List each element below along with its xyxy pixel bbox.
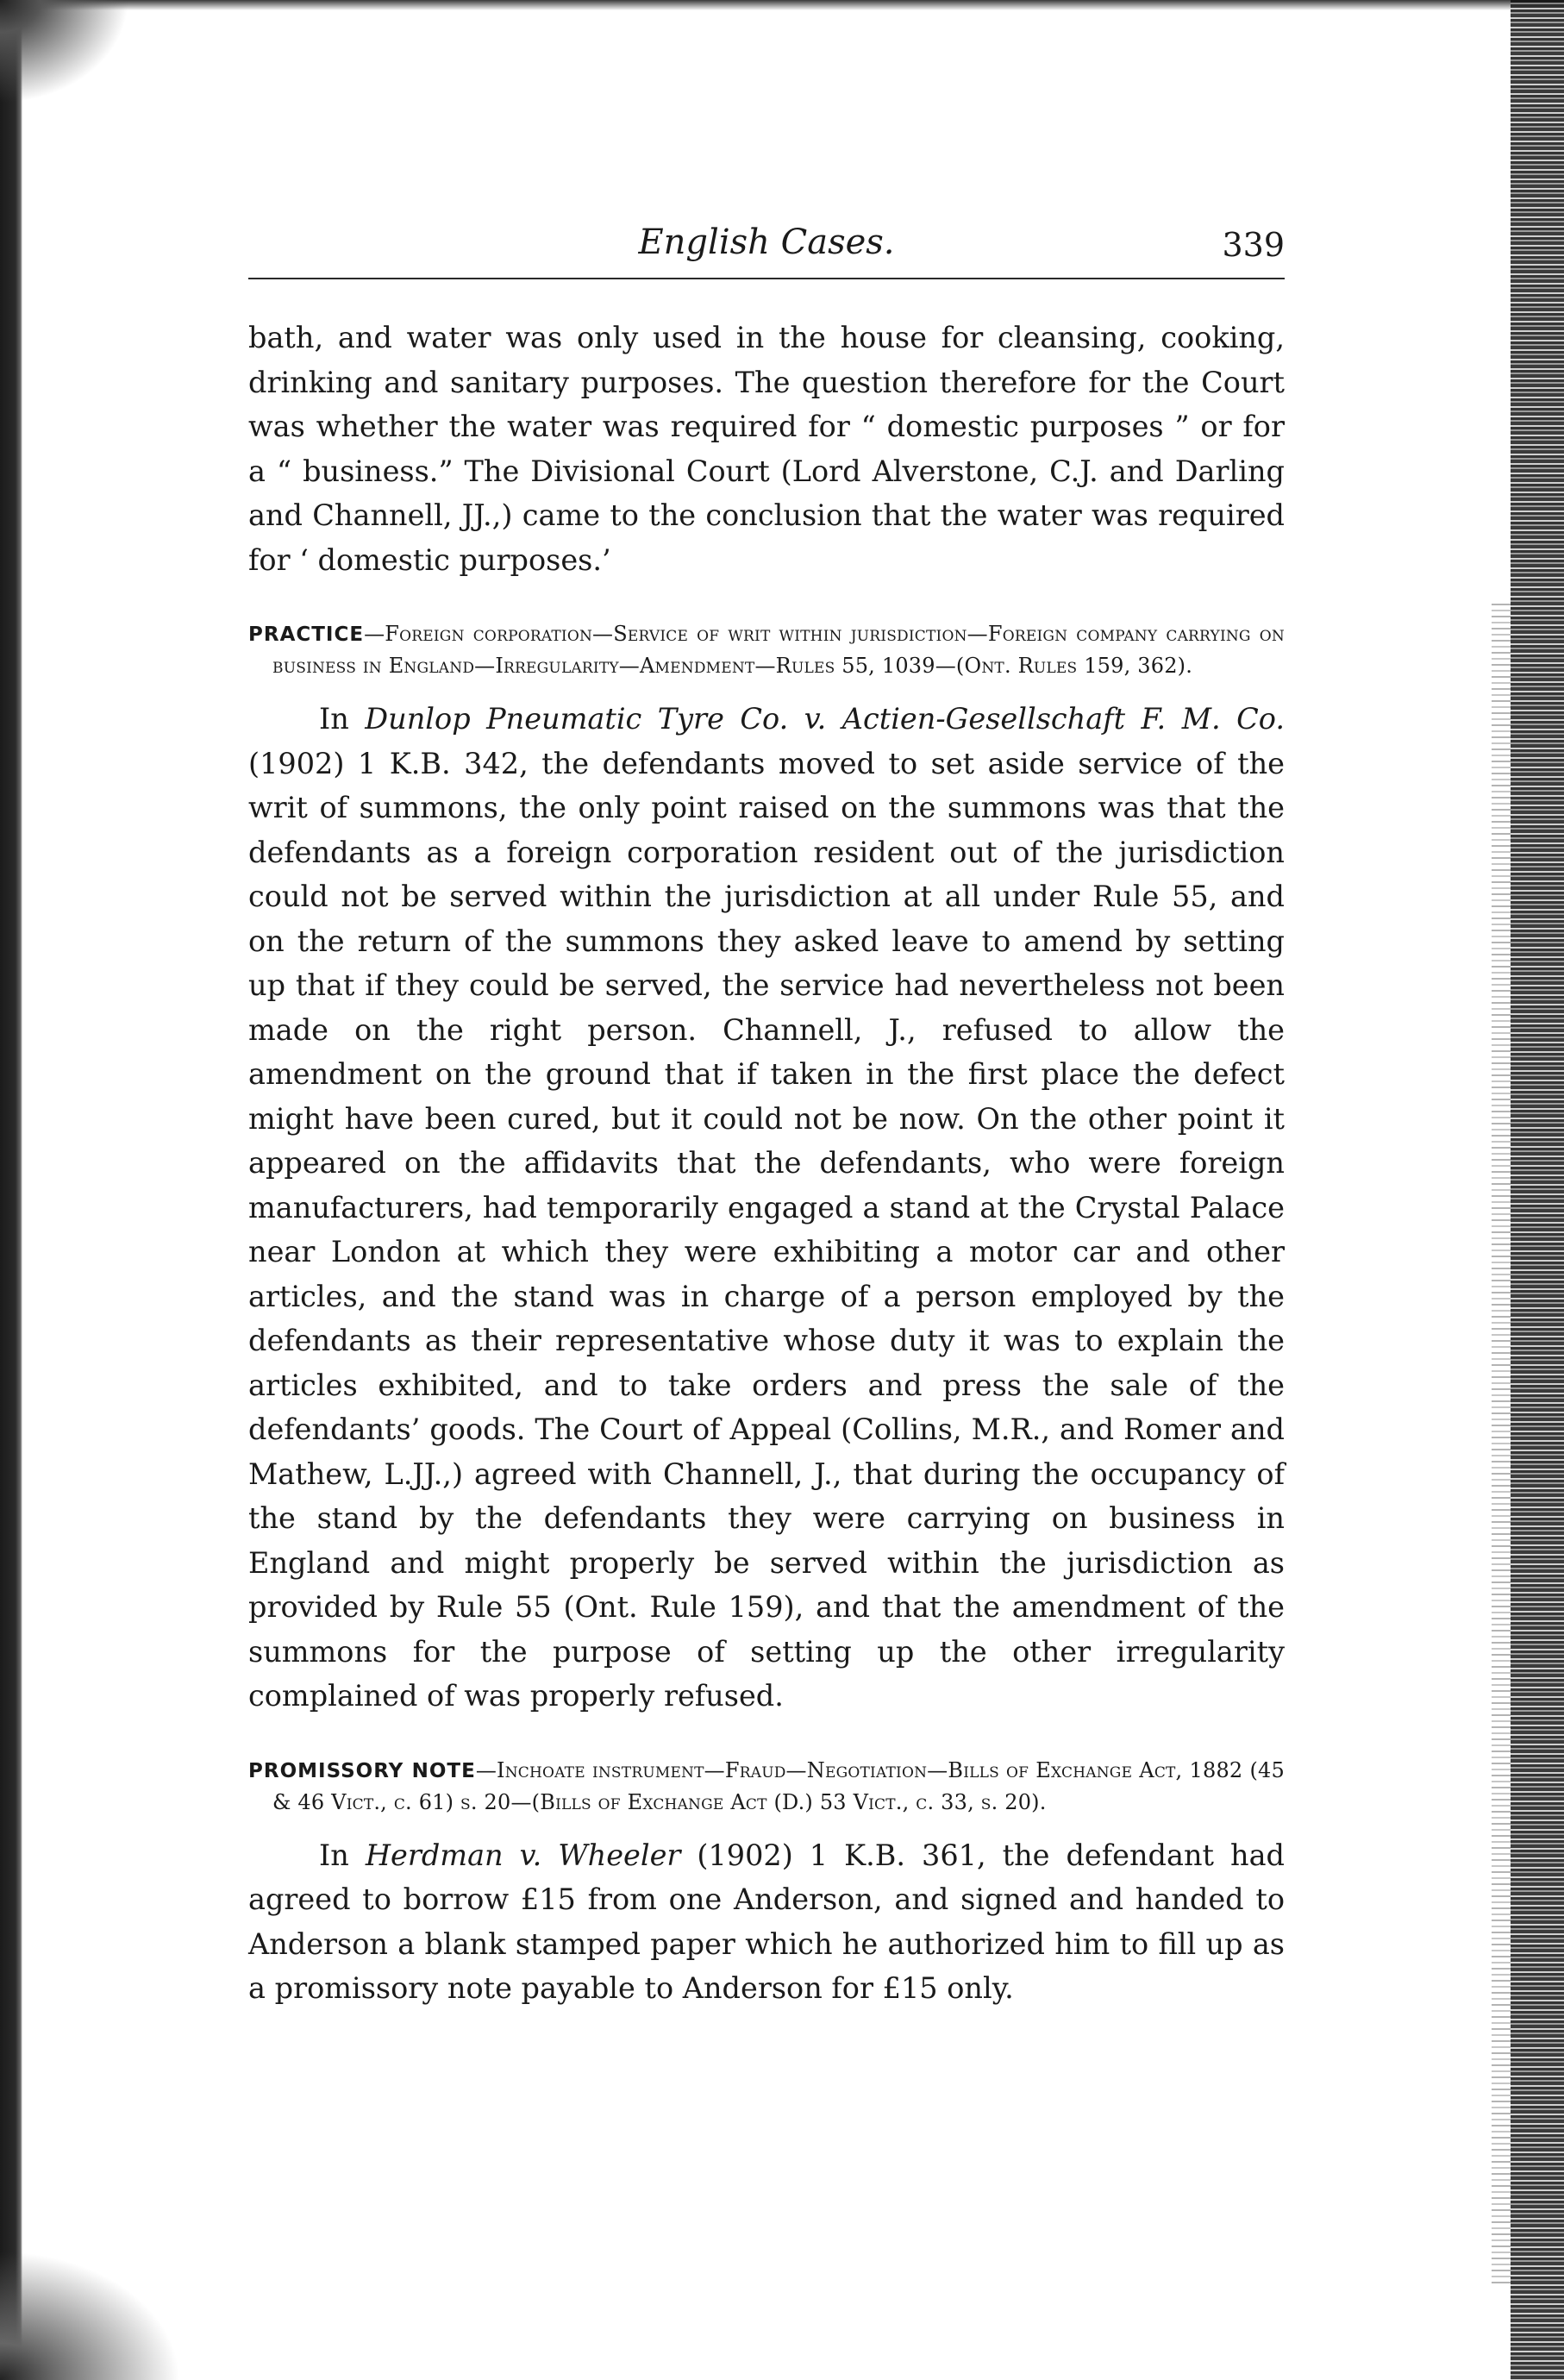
- case-name-dunlop: Dunlop Pneumatic Tyre Co. v. Actien-Gesellschaft F. M. Co.: [365, 702, 1285, 736]
- scan-edge-right: [1511, 0, 1564, 2380]
- section-heading-promissory-note: [248, 1755, 1285, 1818]
- running-title: English Cases.: [638, 222, 895, 262]
- scan-corner-bottom-left: [0, 2251, 181, 2380]
- section-heading-practice: [248, 618, 1285, 681]
- continuation-paragraph: bath, and water was only used in the house for cleansing, cooking, drinking and sanitary purposes. The question therefore for the Court was whether the water was required for “ domestic purposes ” or for a “ business.” The Divisional Court (Lord Alverstone, C.J. and Darling and Channell, JJ.,) came to the conclusion that the water was required for ‘ domestic purposes.’: [248, 321, 1285, 577]
- scan-corner-top-left: [0, 0, 129, 103]
- case-intro: In: [319, 702, 366, 736]
- case-paragraph-dunlop: [248, 697, 1285, 1719]
- running-head: [248, 216, 1285, 279]
- heading-lead-practice: PRACTICE: [248, 623, 365, 646]
- heading-lead-promissory-note: PROMISSORY NOTE: [248, 1759, 476, 1782]
- book-page: [248, 216, 1285, 2011]
- scan-edge-right-shadow: [1492, 604, 1511, 2285]
- scan-edge-left: [0, 0, 22, 2380]
- case-paragraph-herdman: [248, 1833, 1285, 2011]
- case-body-dunlop: (1902) 1 K.B. 342, the defendants moved to set aside service of the writ of summons, the only point raised on the summons was that the defendants as a foreign corporation resident out of the jurisdiction could not be served within the jurisdiction at all under Rule 55, and on the return of the summons they asked leave to amend by setting up that if they could be served, the service had nevertheless not been made on the right person. Channell, J., refused to allow the amendment on the ground that if taken in the first place the defect might have been cured, but it could not be now. On the other point it appeared on the affidavits that the defendants, who were foreign manufacturers, had temporarily engaged a stand at the Crystal Palace near London at which they were exhibiting a motor car and other articles, and the stand was in charge of a person employed by the defendants as their representative whose duty it was to explain the articles exhibited, and to take orders and press the sale of the defendants’ goods. The Court of Appeal (Collins, M.R., and Romer and Mathew, L.JJ.,) agreed with Channell, J., that during the occupancy of the stand by the defendants they were carrying on business in England and might properly be served within the jurisdiction as provided by Rule 55 (Ont. Rule 159), and that the amendment of the summons for the purpose of setting up the other irregularity complained of was properly refused.: [248, 746, 1285, 1713]
- scan-edge-top: [0, 0, 1564, 10]
- heading-rest-practice: —Foreign corporation—Service of writ within jurisdiction—Foreign company carrying on business in England—Irregularity—Amendment—Rules 55, 1039—(Ont. Rules 159, 362).: [272, 622, 1285, 678]
- heading-rest-promissory-note: —Inchoate instrument—Fraud—Negotiation—Bills of Exchange Act, 1882 (45 & 46 Vict., c. 61) s. 20—(Bills of Exchange Act (D.) 53 Vict., c. 33, s. 20).: [272, 1757, 1285, 1814]
- case-intro: In: [319, 1838, 366, 1872]
- case-body-herdman: (1902) 1 K.B. 361, the defendant had agreed to borrow £15 from one Anderson, and signed and handed to Anderson a blank stamped paper which he authorized him to fill up as a promissory note payable to Anderson for £15 only.: [248, 1838, 1285, 2005]
- page-number: 339: [1222, 226, 1285, 264]
- case-name-herdman: Herdman v. Wheeler: [365, 1838, 681, 1872]
